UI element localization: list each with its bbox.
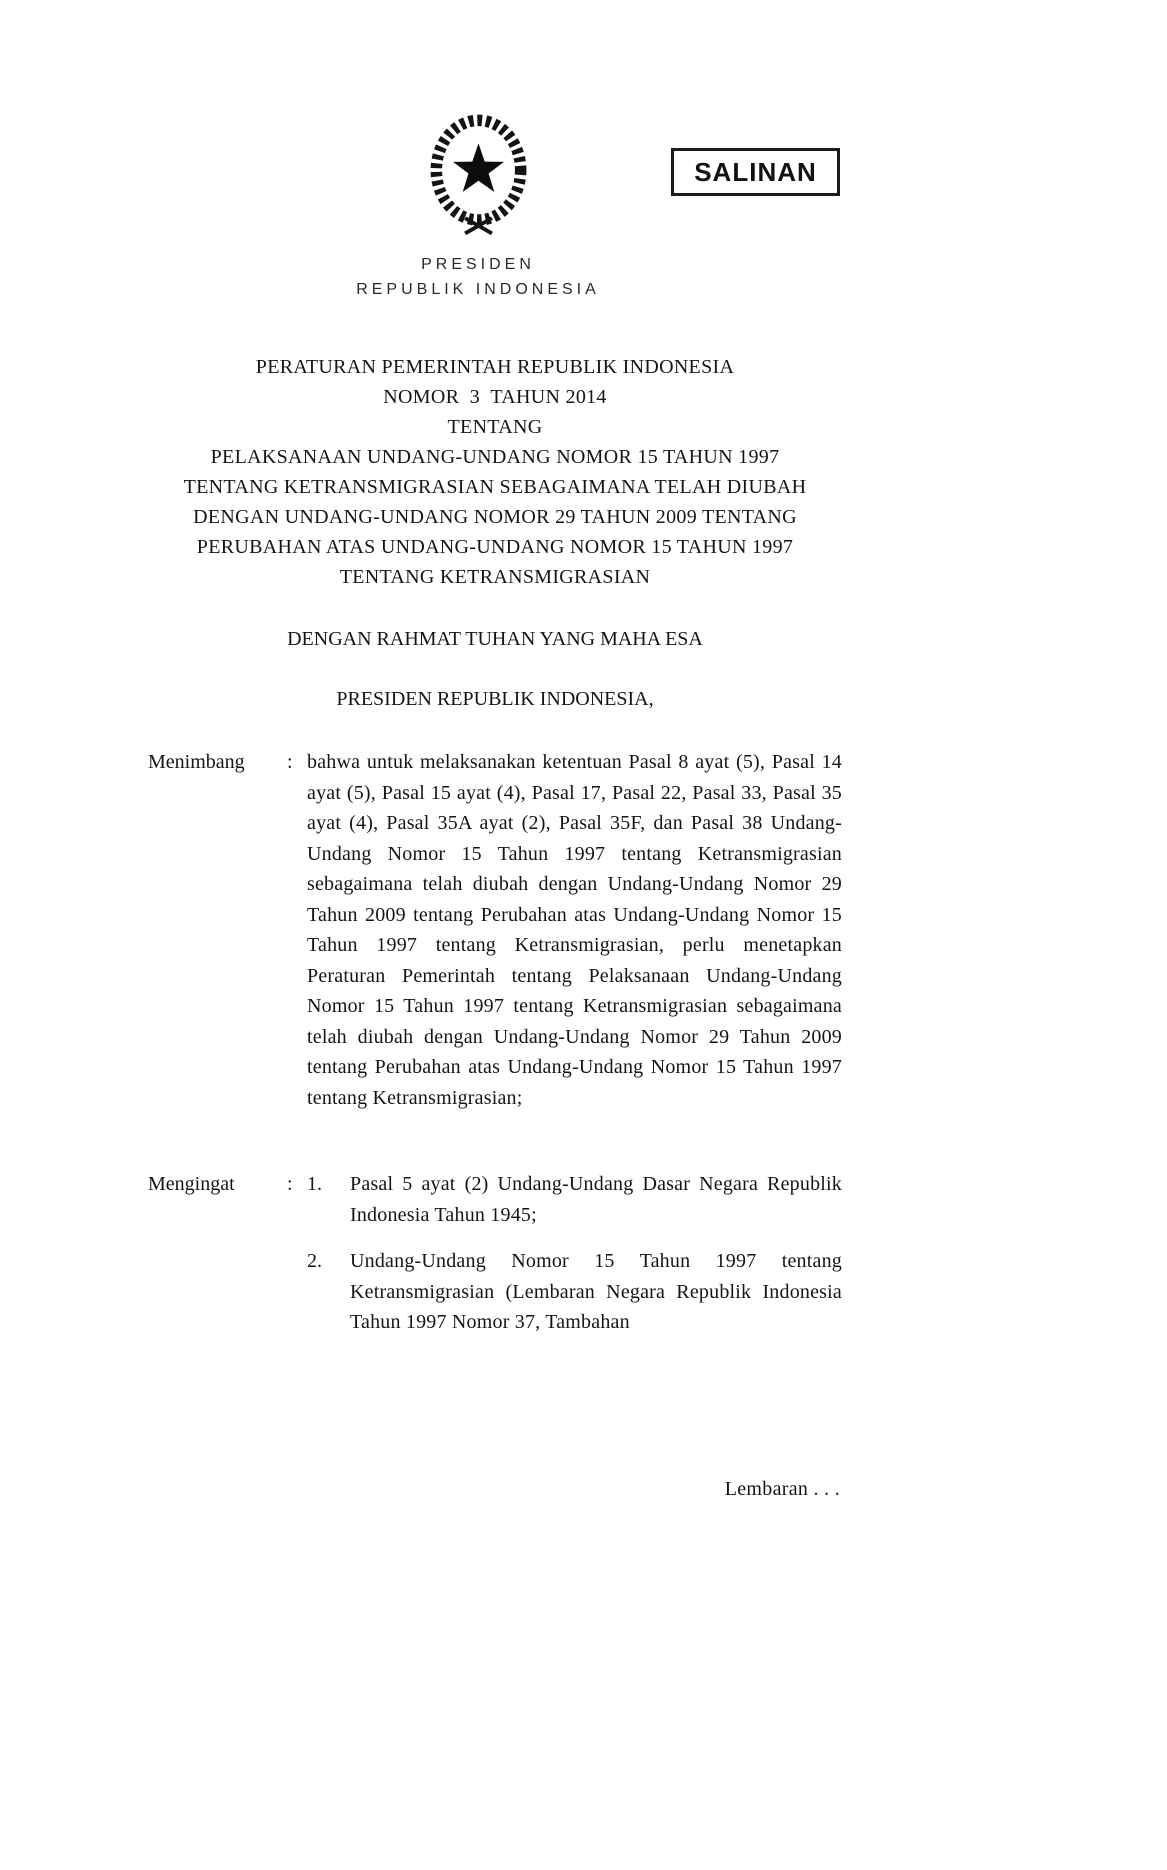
title-line-6: DENGAN UNDANG-UNDANG NOMOR 29 TAHUN 2009 TENTANG [193, 506, 797, 528]
letterhead-line2: REPUBLIK INDONESIA [356, 281, 600, 298]
list-item-text: Undang-Undang Nomor 15 Tahun 1997 tentang Ketransmigrasian (Lembaran Negara Republik Indonesia Tahun 1997 Nomor 37, Tambahan [350, 1250, 842, 1333]
title-line-3: TENTANG [447, 416, 543, 438]
mengingat-colon: : [287, 1173, 293, 1195]
salinan-label: SALINAN [694, 156, 817, 187]
letterhead [148, 110, 808, 302]
title-line-4: PELAKSANAAN UNDANG-UNDANG NOMOR 15 TAHUN 1997 [210, 446, 780, 468]
mengingat-list [307, 1169, 842, 1354]
title-line-1: PERATURAN PEMERINTAH REPUBLIK INDONESIA [255, 356, 735, 378]
menimbang-label: Menimbang [148, 751, 245, 773]
mengingat-section [148, 1169, 842, 1354]
menimbang-colon: : [287, 751, 293, 773]
mengingat-label: Mengingat [148, 1173, 235, 1195]
menimbang-text: bahwa untuk melaksanakan ketentuan Pasal 8 ayat (5), Pasal 14 ayat (5), Pasal 15 ayat (4), Pasal 17, Pasal 22, Pasal 33, Pasal 35 ayat (4), Pasal 35A ayat (2), Pasal 35F, dan Pasal 38 Undang-Undang Nomor 15 Tahun 1997 tentang Ketransmigrasian sebagaimana telah diubah dengan Undang-Undang Nomor 29 Tahun 2009 tentang Perubahan atas Undang-Undang Nomor 15 Tahun 1997 tentang Ketransmigrasian, perlu menetapkan Peraturan Pemerintah tentang Pelaksanaan Undang-Undang Nomor 15 Tahun 1997 tentang Ketransmigrasian sebagaimana telah diubah dengan Undang-Undang Nomor 29 Tahun 2009 tentang Perubahan atas Undang-Undang Nomor 15 Tahun 1997 tentang Ketransmigrasian; [307, 751, 842, 1109]
letterhead-text [148, 252, 808, 302]
issuer-line: PRESIDEN REPUBLIK INDONESIA, [336, 688, 654, 710]
list-item-number: 1. [307, 1173, 322, 1195]
title-line-7: PERUBAHAN ATAS UNDANG-UNDANG NOMOR 15 TAHUN 1997 [196, 536, 794, 558]
title-line-5: TENTANG KETRANSMIGRASIAN SEBAGAIMANA TELAH DIUBAH [183, 476, 807, 498]
list-item-text: Pasal 5 ayat (2) Undang-Undang Dasar Negara Republik Indonesia Tahun 1945; [350, 1173, 842, 1226]
regulation-title [148, 352, 842, 592]
title-line-2: NOMOR 3 TAHUN 2014 [383, 386, 607, 408]
list-item [307, 1246, 842, 1338]
presidential-seal-icon [148, 110, 808, 240]
list-item [307, 1169, 842, 1230]
page-catchword: Lembaran . . . [724, 1478, 840, 1500]
title-line-8: TENTANG KETRANSMIGRASIAN [339, 566, 651, 588]
menimbang-section [148, 747, 842, 1113]
letterhead-line1: PRESIDEN [421, 256, 535, 273]
document-body [148, 352, 842, 1354]
list-item-number: 2. [307, 1250, 322, 1272]
invocation-line: DENGAN RAHMAT TUHAN YANG MAHA ESA [287, 628, 703, 650]
